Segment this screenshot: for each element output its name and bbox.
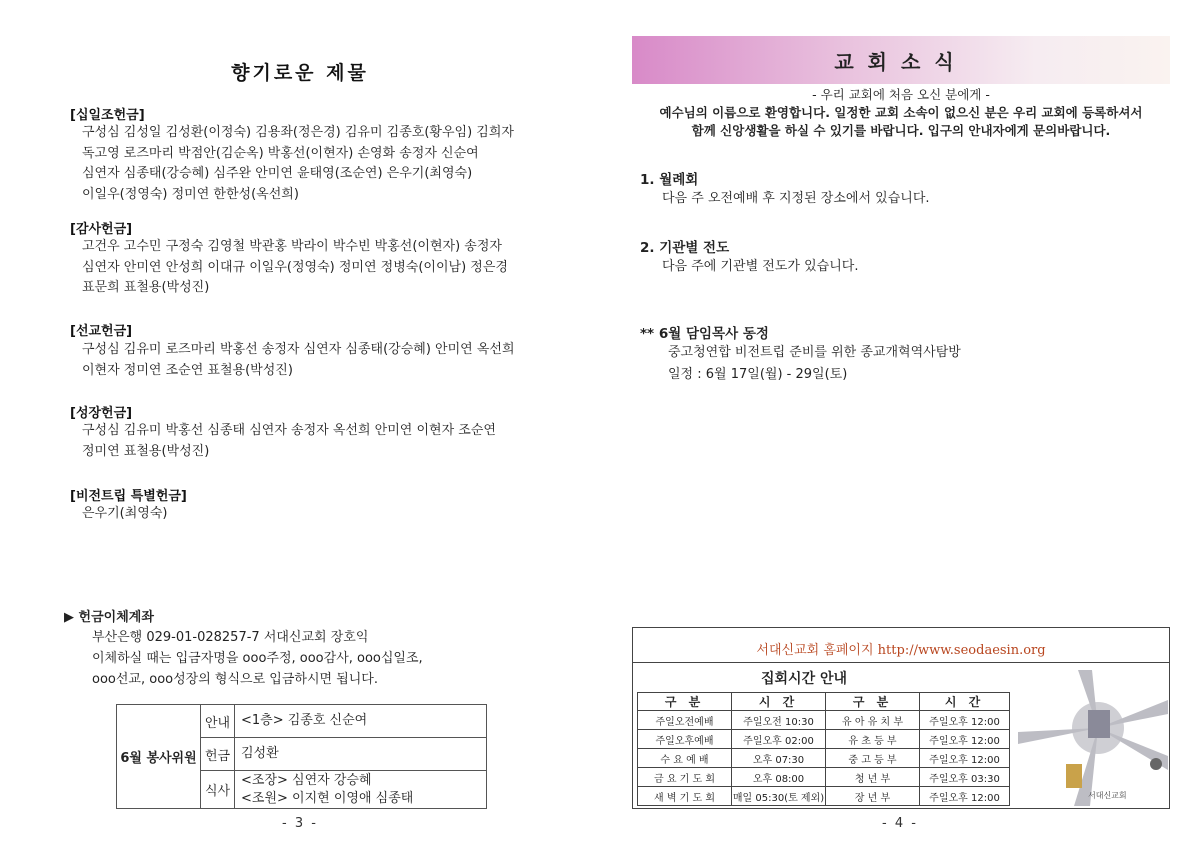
table-cell: 주일오전 10:30 <box>732 711 826 730</box>
name-line: 구성심 김유미 로즈마리 박홍선 송정자 심연자 심종태(강승혜) 안미연 옥선희 <box>82 342 515 357</box>
volunteer-line: <조장> 심연자 강승혜 <box>241 772 372 788</box>
table-cell: 유 아 유 치 부 <box>826 711 920 730</box>
schedule-header: 시 간 <box>920 693 1010 711</box>
table-row <box>638 730 1010 749</box>
banner-title: 교회소식 <box>834 50 968 74</box>
name-line: 이현자 정미연 조순연 표철용(박성진) <box>82 362 293 378</box>
volunteer-line: <조원> 이지현 이영애 심종태 <box>241 790 414 806</box>
name-line: 이일우(정영숙) 정미연 한한성(옥선희) <box>82 186 299 202</box>
table-cell: 유 초 등 부 <box>826 730 920 749</box>
divider <box>633 662 1169 663</box>
news-line: 다음 주 오전예배 후 지정된 장소에서 있습니다. <box>662 191 930 206</box>
name-line: 심연자 심종태(강승혜) 심주완 안미연 윤태영(조순연) 은우기(최영숙) <box>82 166 473 181</box>
table-cell: 청 년 부 <box>826 768 920 787</box>
map-building <box>1088 710 1110 738</box>
page-number: - 3 - <box>282 816 318 831</box>
account-heading: ▶ 헌금이체계좌 <box>64 610 154 625</box>
volunteer-category: 식사 <box>201 771 235 809</box>
page-number: - 4 - <box>882 816 918 831</box>
account-line: 부산은행 029-01-028257-7 서대신교회 장호익 <box>92 630 369 645</box>
table-cell: 주일오전예배 <box>638 711 732 730</box>
news-line: 중고청연합 비전트립 준비를 위한 종교개혁역사탐방 <box>668 345 961 360</box>
table-cell: 주일오후 12:00 <box>920 749 1010 768</box>
welcome-line: 함께 신앙생활을 하실 수 있기를 바랍니다. 입구의 안내자에게 문의바랍니다. <box>691 123 1111 138</box>
account-line: 이체하실 때는 입금자명을 ooo주정, ooo감사, ooo십일조, <box>92 651 423 666</box>
table-cell: 오후 07:30 <box>732 749 826 768</box>
account-info <box>92 627 423 690</box>
homepage-link[interactable]: 서대신교회 홈페이지 http://www.seodaesin.org <box>756 643 1046 658</box>
table-cell: 매일 05:30(토 제외) <box>732 787 826 806</box>
church-news-banner <box>632 36 1170 84</box>
section-heading-vision-trip: [비전트립 특별헌금] <box>70 489 187 504</box>
volunteer-line: 김성환 <box>241 746 279 761</box>
schedule-table <box>637 692 1010 806</box>
name-line: 은우기(최영숙) <box>82 506 168 521</box>
section-heading-tithe: [십일조헌금] <box>70 108 145 123</box>
table-cell: 주일오후 12:00 <box>920 711 1010 730</box>
section-heading-thanks: [감사헌금] <box>70 222 133 237</box>
table-cell: 주일오후 12:00 <box>920 787 1010 806</box>
table-cell: 주일오후 03:30 <box>920 768 1010 787</box>
news-line: 일정 : 6월 17일(월) - 29일(토) <box>668 367 848 382</box>
news-body-evangelism <box>662 256 858 278</box>
welcome-line: 예수님의 이름으로 환영합니다. 일정한 교회 소속이 없으신 분은 우리 교회에 등록하셔서 <box>659 105 1143 120</box>
section-body-growth <box>82 421 552 462</box>
table-cell: 주일오후 12:00 <box>920 730 1010 749</box>
news-body-pastor <box>668 342 961 386</box>
church-info-box <box>632 627 1170 809</box>
map-church-label: 서대신교회 <box>1088 791 1127 800</box>
welcome-heading: - 우리 교회에 처음 오신 분에게 - <box>812 87 990 102</box>
volunteer-value <box>235 771 487 809</box>
volunteer-line: <1층> 김종호 신순여 <box>241 713 368 728</box>
news-line: 다음 주에 기관별 전도가 있습니다. <box>662 259 859 274</box>
table-row <box>638 787 1010 806</box>
news-heading-meeting: 1. 월례회 <box>640 172 699 188</box>
account-line: ooo선교, ooo성장의 형식으로 입금하시면 됩니다. <box>92 672 379 687</box>
name-line: 구성심 김성일 김성환(이정숙) 김용좌(정은경) 김유미 김종호(황우임) 김희자 <box>82 125 514 140</box>
table-cell: 금 요 기 도 회 <box>638 768 732 787</box>
news-heading-pastor: ** 6월 담임목사 동정 <box>640 326 769 342</box>
table-row <box>638 749 1010 768</box>
section-body-vision-trip <box>82 504 552 525</box>
name-line: 정미연 표철용(박성진) <box>82 443 210 459</box>
section-heading-mission: [선교헌금] <box>70 324 133 339</box>
name-line: 구성심 김유미 박홍선 심종태 심연자 송정자 옥선희 안미연 이현자 조순연 <box>82 423 496 438</box>
table-cell: 수 요 예 배 <box>638 749 732 768</box>
table-cell: 주일오후예배 <box>638 730 732 749</box>
section-body-tithe <box>82 123 552 205</box>
table-cell: 장 년 부 <box>826 787 920 806</box>
table-cell: 오후 08:00 <box>732 768 826 787</box>
volunteer-title: 6월 봉사위원 <box>117 705 201 809</box>
volunteer-table <box>116 704 487 809</box>
location-map <box>1018 670 1168 806</box>
section-body-mission <box>82 340 552 381</box>
schedule-header: 구 분 <box>826 693 920 711</box>
name-line: 독고영 로즈마리 박점안(김순옥) 박홍선(이현자) 손영화 송정자 신순여 <box>82 145 479 161</box>
name-line: 고건우 고수민 구정숙 김영철 박관홍 박라이 박수빈 박홍선(이현자) 송정자 <box>82 239 502 254</box>
news-heading-evangelism: 2. 기관별 전도 <box>640 240 730 256</box>
schedule-title: 집회시간 안내 <box>761 671 848 687</box>
table-cell: 새 벽 기 도 회 <box>638 787 732 806</box>
table-row <box>638 711 1010 730</box>
offering-title: 향기로운 제물 <box>231 62 369 84</box>
table-row <box>638 768 1010 787</box>
section-heading-growth: [성장헌금] <box>70 406 133 421</box>
schedule-header: 시 간 <box>732 693 826 711</box>
volunteer-value <box>235 705 487 738</box>
table-cell: 중 고 등 부 <box>826 749 920 768</box>
name-line: 표문희 표철용(박성진) <box>82 280 210 295</box>
schedule-header: 구 분 <box>638 693 732 711</box>
table-cell: 주일오후 02:00 <box>732 730 826 749</box>
section-body-thanks <box>82 237 552 299</box>
name-line: 심연자 안미연 안성희 이대규 이일우(정영숙) 정미연 정병숙(이이남) 정은경 <box>82 259 508 275</box>
volunteer-value <box>235 738 487 771</box>
volunteer-category: 안내 <box>201 705 235 738</box>
news-body-meeting <box>662 188 930 210</box>
volunteer-category: 헌금 <box>201 738 235 771</box>
church-building-icon <box>1066 764 1082 788</box>
